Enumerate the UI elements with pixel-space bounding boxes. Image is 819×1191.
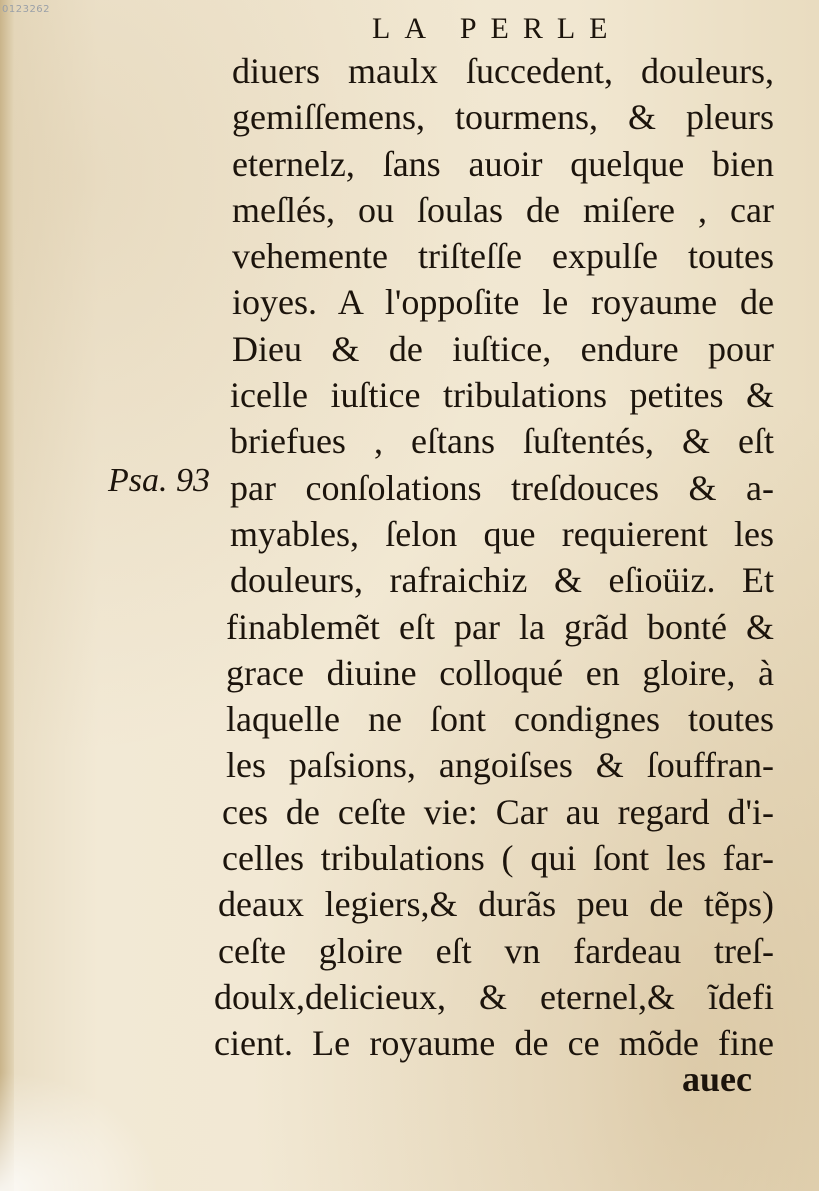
text-line: ces de ceſte vie: Car au regard d'i- xyxy=(222,791,774,832)
text-line: doulx,delicieux, & eternel,& ĩdefi xyxy=(214,976,774,1017)
text-line: eternelz, ſans auoir quelque bien xyxy=(232,143,774,184)
text-line: myables, ſelon que requierent les xyxy=(230,513,774,554)
margin-note: Psa. 93 xyxy=(108,462,210,499)
text-line: douleurs, rafraichiz & eſioüiz. Et xyxy=(230,560,774,601)
text-line: par conſolations treſdouces & a- xyxy=(230,467,774,508)
text-line: finablemẽt eſt par la grãd bonté & xyxy=(226,606,774,647)
text-line: ceſte gloire eſt vn fardeau treſ- xyxy=(218,930,774,971)
text-line: cient. Le royaume de ce mõde fine xyxy=(214,1023,774,1064)
body-text xyxy=(214,48,774,1067)
catchword: auec xyxy=(682,1059,752,1099)
text-line: diuers maulx ſuccedent, douleurs, xyxy=(232,51,774,91)
text-line: Dieu & de iuſtice, endure pour xyxy=(232,328,774,369)
page-gutter-edge xyxy=(0,0,14,1191)
text-line: celles tribulations ( qui ſont les far- xyxy=(222,838,774,879)
text-line: briefues , eſtans ſuſtentés, & eſt xyxy=(230,421,774,462)
text-line: deaux legiers,& durãs peu de tẽps) xyxy=(218,884,774,925)
text-line: vehemente triſteſſe expulſe toutes xyxy=(232,236,774,277)
paper-stain xyxy=(0,1071,160,1191)
text-line: grace diuine colloqué en gloire, à xyxy=(226,652,774,693)
text-line: les paſsions, angoiſses & ſouffran- xyxy=(226,745,774,786)
text-line: laquelle ne ſont condignes toutes xyxy=(226,699,774,740)
text-line: icelle iuſtice tribulations petites & xyxy=(230,375,774,416)
page-id-label: 0123262 xyxy=(2,4,51,15)
text-line: ioyes. A l'oppoſite le royaume de xyxy=(232,282,774,323)
text-line: gemiſſemens, tourmens, & pleurs xyxy=(232,97,774,138)
running-head: LA PERLE xyxy=(372,12,622,45)
text-line: meſlés, ou ſoulas de miſere , car xyxy=(232,189,774,230)
